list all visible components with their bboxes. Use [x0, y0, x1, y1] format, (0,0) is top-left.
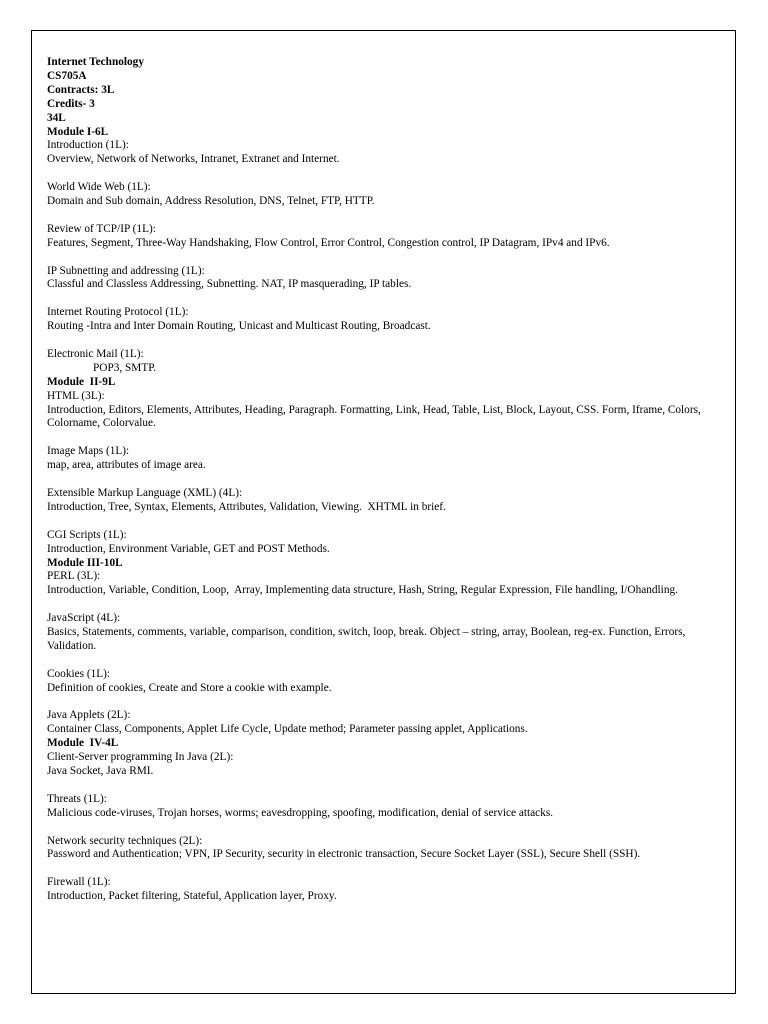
section-body: Introduction, Editors, Elements, Attributes, Heading, Paragraph. Formatting, Link, Head, Table, List, Block, Layout, CSS. Form, Iframe, Colors, Colorname, Colorvalue.: [47, 403, 704, 430]
module-1-title: Module I-6L: [47, 125, 109, 138]
section-heading: Internet Routing Protocol (1L):: [47, 306, 189, 319]
section-body: Introduction, Environment Variable, GET and POST Methods.: [47, 542, 330, 555]
course-code: CS705A: [47, 69, 87, 82]
section-heading: World Wide Web (1L):: [47, 181, 151, 194]
section-body: Overview, Network of Networks, Intranet, Extranet and Internet.: [47, 153, 340, 166]
section-heading: Electronic Mail (1L):: [47, 347, 144, 360]
section-heading: PERL (3L):: [47, 570, 101, 583]
module-3-title: Module III-10L: [47, 556, 123, 569]
section-heading: IP Subnetting and addressing (1L):: [47, 264, 205, 277]
section-heading: Client-Server programming In Java (2L):: [47, 751, 234, 764]
section-heading: HTML (3L):: [47, 389, 105, 402]
section-heading: Cookies (1L):: [47, 667, 111, 680]
module-4-title: Module IV-4L: [47, 737, 119, 750]
section-body: Container Class, Components, Applet Life Cycle, Update method; Parameter passing applet, Applications.: [47, 723, 528, 736]
section-body: Basics, Statements, comments, variable, comparison, condition, switch, loop, break. Object – string, array, Boolean, reg-ex. Function, Errors, Validation.: [47, 626, 688, 652]
section-body: Malicious code-viruses, Trojan horses, worms; eavesdropping, spoofing, modification, denial of service attacks.: [47, 806, 554, 819]
section-heading: Image Maps (1L):: [47, 445, 130, 458]
section-body: Introduction, Packet filtering, Stateful, Application layer, Proxy.: [47, 890, 337, 903]
section-body: Routing -Intra and Inter Domain Routing, Unicast and Multicast Routing, Broadcast.: [47, 320, 431, 333]
section-heading: Java Applets (2L):: [47, 709, 131, 722]
section-body: POP3, SMTP.: [93, 361, 157, 374]
section-heading: CGI Scripts (1L):: [47, 528, 127, 541]
section-body: Classful and Classless Addressing, Subnetting. NAT, IP masquerading, IP tables.: [47, 278, 412, 291]
section-heading: Threats (1L):: [47, 792, 107, 805]
section-body: map, area, attributes of image area.: [47, 459, 206, 472]
section-heading: Firewall (1L):: [47, 876, 111, 889]
section-body: Introduction, Tree, Syntax, Elements, Attributes, Validation, Viewing. XHTML in brief.: [47, 500, 446, 513]
section-heading: Network security techniques (2L):: [47, 834, 203, 847]
syllabus-document: [47, 56, 719, 904]
section-body: Java Socket, Java RMI.: [47, 765, 154, 778]
section-heading: JavaScript (4L):: [47, 612, 121, 625]
course-title: Internet Technology: [47, 56, 144, 68]
credits-line: Credits- 3: [47, 97, 95, 110]
section-heading: Extensible Markup Language (XML) (4L):: [47, 486, 243, 499]
section-body: Domain and Sub domain, Address Resolution, DNS, Telnet, FTP, HTTP.: [47, 195, 375, 208]
section-body: Features, Segment, Three-Way Handshaking, Flow Control, Error Control, Congestion control, IP Datagram, IPv4 and IPv6.: [47, 236, 610, 249]
contracts-line: Contracts: 3L: [47, 83, 115, 96]
section-body: Password and Authentication; VPN, IP Security, security in electronic transaction, Secure Socket Layer (SSL), Secure Shell (SSH).: [47, 848, 641, 861]
total-hours: 34L: [47, 111, 66, 124]
section-body: Definition of cookies, Create and Store a cookie with example.: [47, 681, 332, 694]
section-heading: Review of TCP/IP (1L):: [47, 222, 156, 235]
section-heading: Introduction (1L):: [47, 139, 129, 152]
module-2-title: Module II-9L: [47, 375, 116, 388]
section-body: Introduction, Variable, Condition, Loop, Array, Implementing data structure, Hash, String, Regular Expression, File handling, I/Ohandling.: [47, 584, 678, 597]
